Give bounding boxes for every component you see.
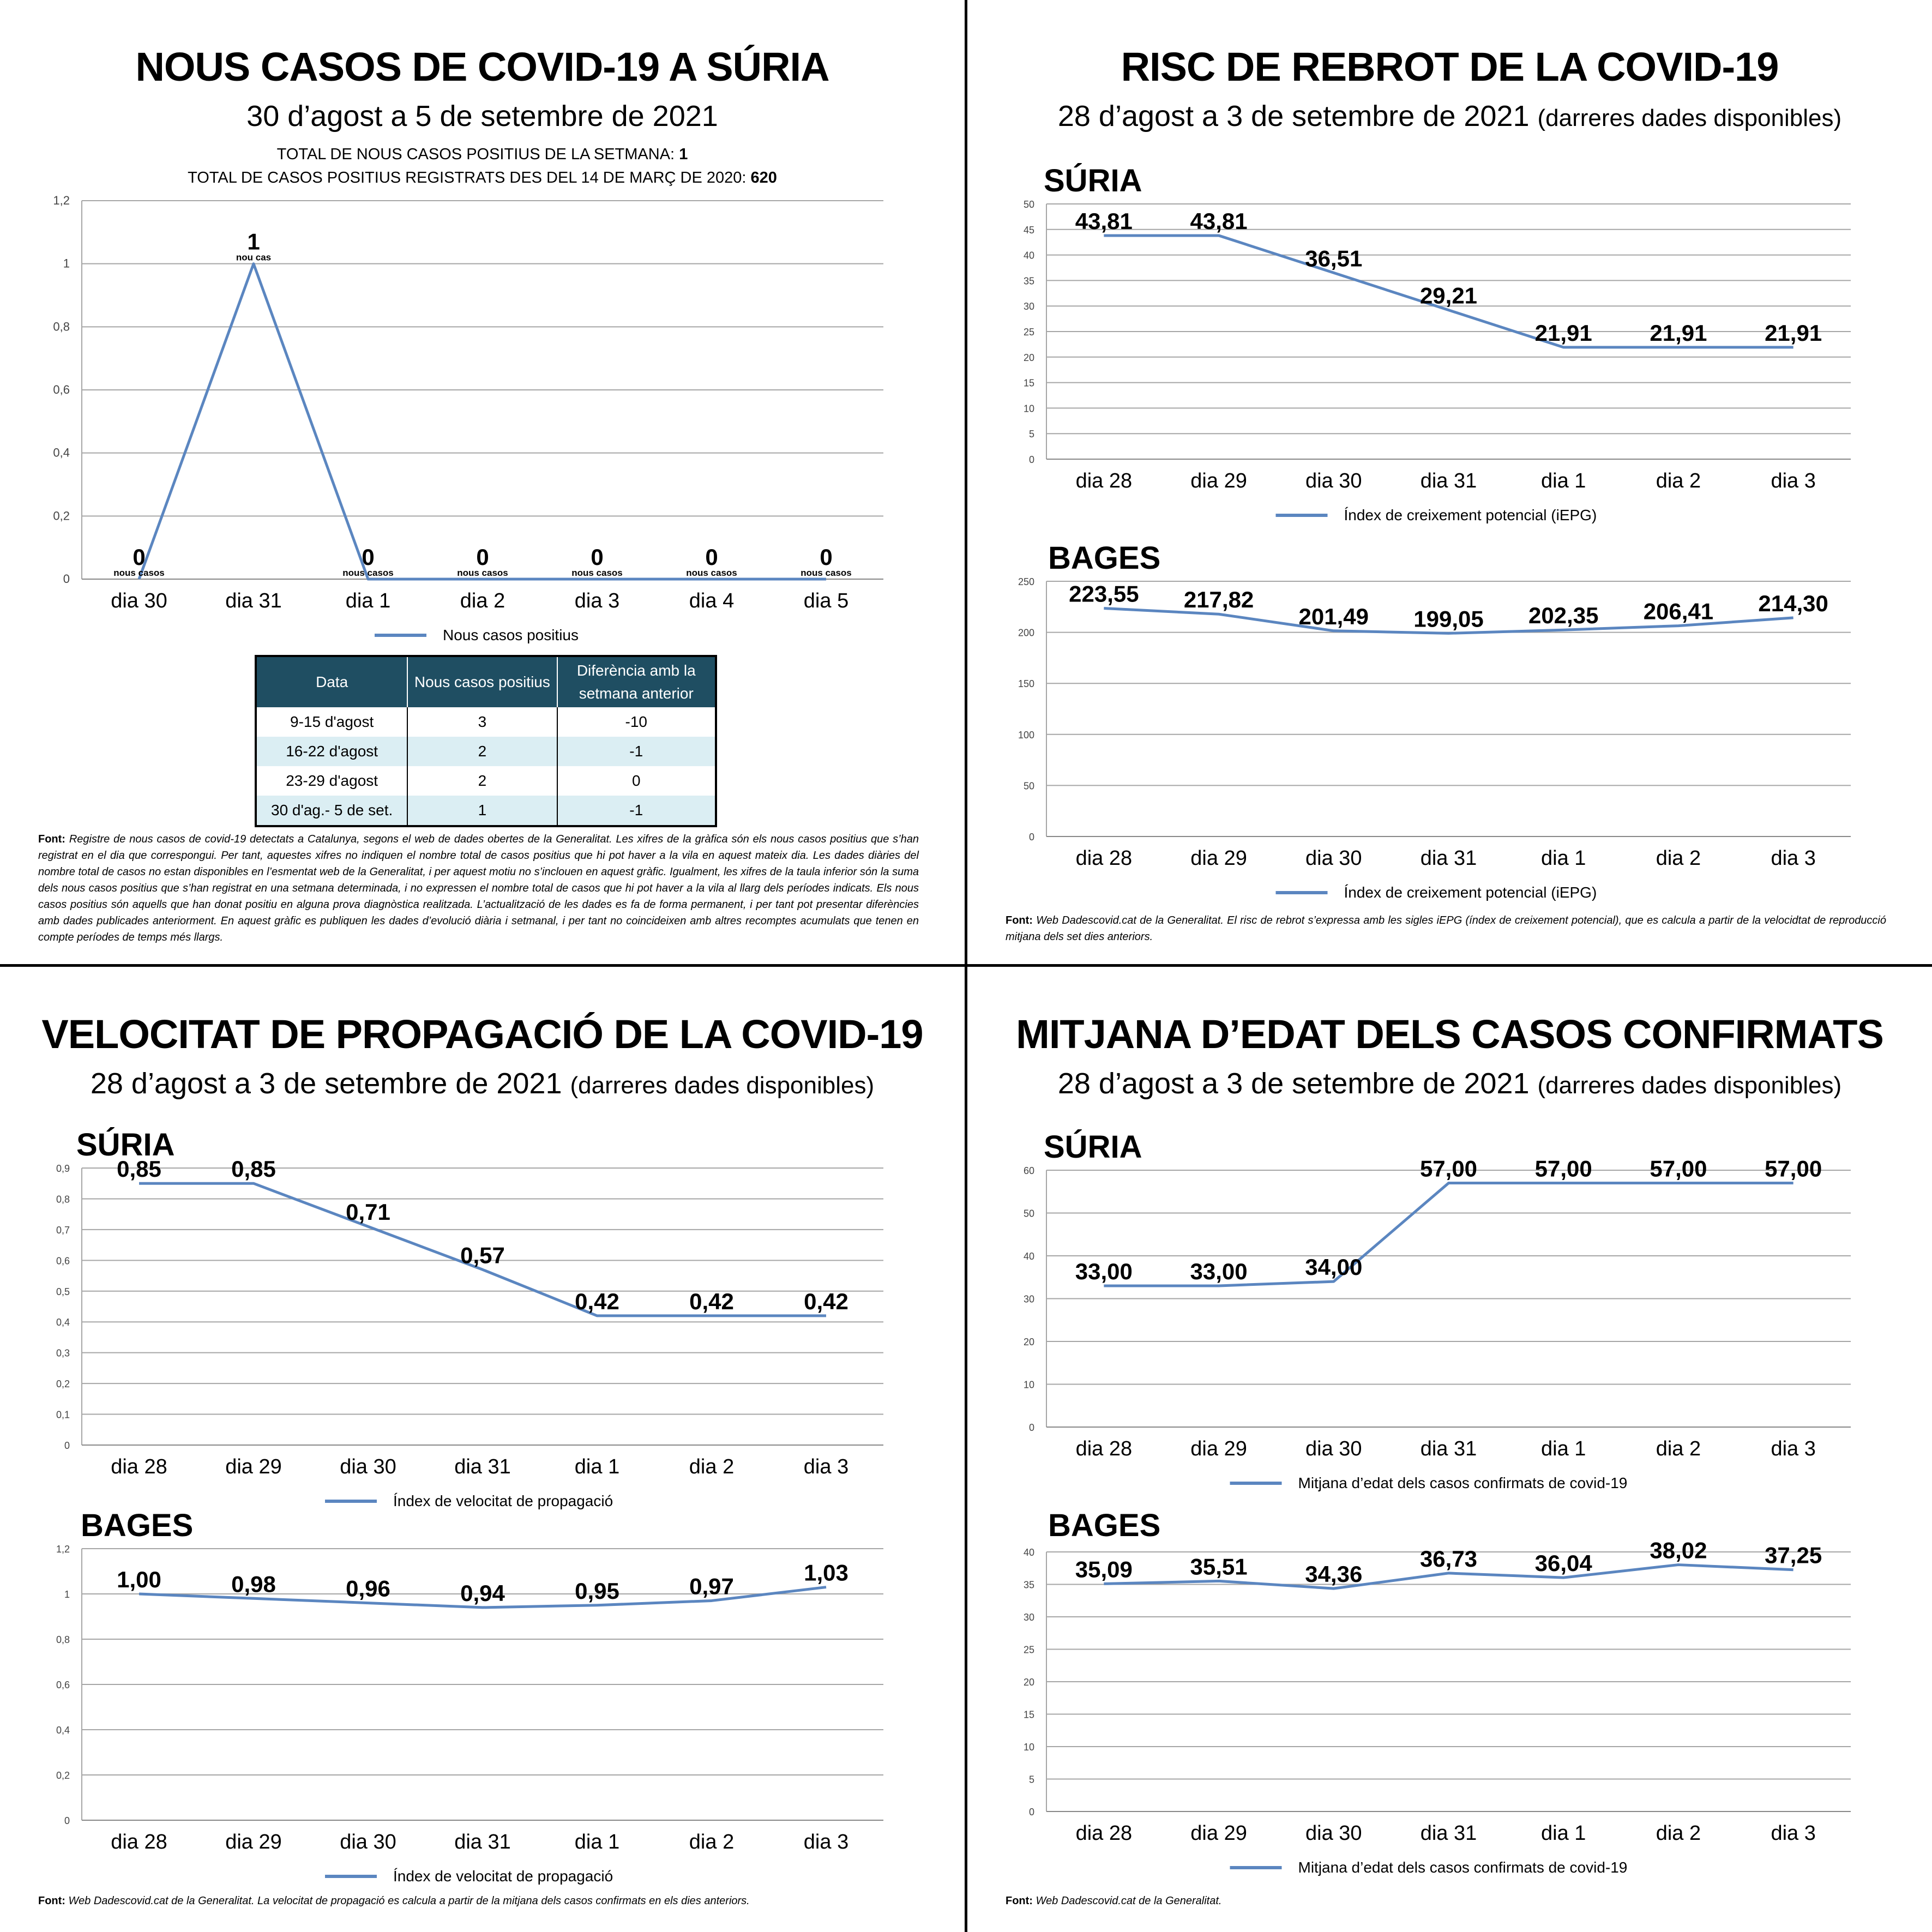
data-label: 0,42 (804, 1288, 848, 1314)
x-tick-label: dia 2 (1656, 470, 1701, 492)
data-label: 0,85 (231, 1156, 276, 1182)
y-tick-label: 0,5 (56, 1286, 70, 1297)
x-tick-label: dia 31 (1420, 847, 1477, 870)
table-row (256, 796, 716, 826)
data-label: 1 (247, 228, 260, 255)
x-tick-label: dia 1 (574, 1831, 620, 1853)
data-label: 0,94 (460, 1580, 505, 1606)
table-cell: 0 (631, 772, 641, 789)
y-tick-label: 5 (1028, 1774, 1034, 1785)
y-tick-label: 0,2 (56, 1379, 70, 1390)
cumulative-total-label: TOTAL DE CASOS POSITIUS REGISTRATS DES DEL 14 DE MARÇ DE 2020: (188, 169, 747, 186)
y-tick-label: 20 (1023, 1677, 1034, 1688)
x-tick-label: dia 3 (1771, 1822, 1816, 1845)
data-label: 34,00 (1305, 1254, 1363, 1280)
data-label: 199,05 (1413, 606, 1484, 632)
data-label: 37,25 (1765, 1542, 1822, 1568)
table-cell: -10 (625, 713, 647, 730)
table-cell: 23-29 d'agost (256, 766, 407, 796)
y-tick-label: 35 (1023, 275, 1034, 287)
source-text: Web Dadescovid.cat de la Generalitat. La velocitat de propagació es calcula a partir de la mitjana dels casos confirmats en els dies anteriors. (68, 1895, 750, 1907)
y-tick-label: 30 (1023, 1612, 1034, 1623)
subtitle-dates: 28 d’agost a 3 de setembre de 2021 (1057, 100, 1530, 133)
x-tick-label: dia 30 (1305, 847, 1362, 870)
data-label: 201,49 (1298, 603, 1369, 629)
source-note (1006, 912, 1886, 945)
data-label: 202,35 (1528, 603, 1599, 629)
x-tick-label: dia 29 (1190, 1437, 1247, 1460)
suria-propagation-chart (0, 1147, 965, 1507)
y-tick-label: 15 (1023, 377, 1034, 389)
data-label: 0,71 (346, 1199, 390, 1225)
data-label: 0 (820, 544, 833, 570)
panel-propagation-speed (0, 967, 965, 1932)
y-tick-label: 0,2 (56, 1770, 70, 1781)
table-row (256, 766, 716, 796)
data-label: 206,41 (1643, 598, 1714, 624)
week-total-label: TOTAL DE NOUS CASOS POSITIUS DE LA SETMANA: (276, 146, 675, 163)
data-label: 33,00 (1190, 1258, 1248, 1284)
y-tick-label: 20 (1023, 1337, 1034, 1347)
y-tick-label: 1 (63, 256, 70, 270)
x-tick-label: dia 1 (345, 589, 391, 612)
data-label: 0,42 (689, 1288, 734, 1314)
x-tick-label: dia 3 (574, 589, 620, 612)
panel-new-cases (0, 0, 965, 965)
x-tick-label: dia 31 (454, 1455, 511, 1478)
y-tick-label: 50 (1023, 199, 1034, 210)
data-label: 0 (133, 544, 146, 570)
x-tick-label: dia 3 (803, 1455, 849, 1478)
y-tick-label: 0,8 (53, 320, 70, 334)
legend-label: Índex de velocitat de propagació (393, 1868, 613, 1885)
weekly-cases-table (255, 655, 717, 827)
x-tick-label: dia 29 (225, 1831, 282, 1853)
y-tick-label: 60 (1023, 1165, 1034, 1176)
data-sublabel: nous casos (457, 568, 508, 578)
y-tick-label: 40 (1023, 1251, 1034, 1262)
data-label: 36,51 (1305, 245, 1363, 272)
source-label: Font: (1006, 1895, 1033, 1907)
table-cell: 3 (407, 707, 557, 737)
data-label: 29,21 (1419, 282, 1478, 309)
bages-propagation-chart (0, 1529, 965, 1883)
y-tick-label: 0 (64, 1815, 70, 1826)
y-tick-label: 0 (1028, 1422, 1034, 1433)
y-tick-label: 20 (1023, 352, 1034, 363)
panel-regrowth-risk (967, 0, 1932, 965)
table-cell: 1 (407, 796, 557, 826)
x-tick-label: dia 3 (1771, 1437, 1816, 1460)
table-cell: 16-22 d'agost (256, 737, 407, 766)
data-label: 57,00 (1419, 1155, 1478, 1182)
y-tick-label: 40 (1023, 250, 1034, 261)
data-label: 1,00 (117, 1567, 161, 1592)
y-tick-label: 200 (1018, 627, 1034, 639)
panel-title: NOUS CASOS DE COVID-19 A SÚRIA (135, 44, 829, 89)
y-tick-label: 0,3 (56, 1347, 70, 1359)
x-tick-label: dia 30 (1305, 1437, 1362, 1460)
y-tick-label: 0 (1028, 1807, 1034, 1817)
x-tick-label: dia 2 (460, 589, 505, 612)
new-cases-chart (0, 185, 965, 654)
data-label: 214,30 (1758, 590, 1828, 616)
y-tick-label: 150 (1018, 678, 1034, 690)
y-tick-label: 15 (1023, 1709, 1034, 1720)
subtitle-note: (darreres dades disponibles) (570, 1072, 875, 1099)
bages-age-chart (967, 1529, 1932, 1883)
y-tick-label: 250 (1018, 576, 1034, 587)
y-tick-label: 0,4 (56, 1725, 70, 1736)
table-cell: 30 d'ag.- 5 de set. (256, 796, 407, 826)
data-label: 0,42 (575, 1288, 619, 1314)
legend-label: Índex de velocitat de propagació (393, 1492, 613, 1509)
data-label: 0,85 (117, 1156, 161, 1182)
y-tick-label: 10 (1023, 1742, 1034, 1753)
region-label-suria: SÚRIA (1044, 163, 1142, 198)
y-tick-label: 0,8 (56, 1194, 70, 1205)
panel-subtitle (0, 1067, 965, 1100)
x-tick-label: dia 5 (803, 589, 849, 612)
panel-subtitle (967, 99, 1932, 133)
table-header-row (256, 656, 716, 707)
y-tick-label: 50 (1023, 1208, 1034, 1219)
y-tick-label: 0,6 (56, 1255, 70, 1267)
source-note (1006, 1893, 1886, 1909)
y-tick-label: 5 (1028, 429, 1034, 440)
y-tick-label: 50 (1023, 780, 1034, 792)
data-sublabel: nous casos (342, 568, 394, 578)
data-label: 36,04 (1534, 1550, 1592, 1576)
x-tick-label: dia 1 (1541, 1437, 1586, 1460)
panel-subtitle: 30 d’agost a 5 de setembre de 2021 (246, 100, 718, 133)
table-row (256, 707, 716, 737)
data-label: 0,96 (346, 1575, 390, 1602)
x-tick-label: dia 30 (111, 589, 167, 612)
source-note (38, 831, 919, 946)
data-label: 0,95 (575, 1578, 619, 1604)
subtitle-note: (darreres dades disponibles) (1537, 1072, 1842, 1099)
data-label: 36,73 (1419, 1545, 1478, 1572)
data-label: 35,09 (1075, 1556, 1133, 1582)
data-label: 0,97 (689, 1573, 734, 1599)
source-label: Font: (1006, 914, 1033, 926)
subtitle-dates: 28 d’agost a 3 de setembre de 2021 (90, 1067, 562, 1100)
y-tick-label: 0,4 (53, 446, 70, 460)
table-cell: -1 (557, 796, 717, 826)
x-tick-label: dia 2 (1656, 1437, 1701, 1460)
week-total-value: 1 (679, 146, 688, 163)
data-label: 57,00 (1765, 1155, 1822, 1182)
legend-label: Mitjana d’edat dels casos confirmats de covid-19 (1298, 1474, 1628, 1491)
data-label: 35,51 (1190, 1554, 1248, 1580)
suria-age-chart (967, 1150, 1932, 1507)
x-tick-label: dia 29 (1190, 1822, 1247, 1845)
data-label: 43,81 (1075, 208, 1133, 234)
panel-title: MITJANA D’EDAT DELS CASOS CONFIRMATS (1016, 1012, 1883, 1057)
y-tick-label: 0,2 (53, 509, 70, 523)
region-label-bages: BAGES (1048, 1508, 1161, 1543)
x-tick-label: dia 2 (1656, 847, 1701, 870)
source-note (38, 1893, 919, 1909)
week-total-line (0, 146, 965, 164)
y-tick-label: 1,2 (53, 194, 70, 207)
y-tick-label: 35 (1023, 1579, 1034, 1591)
y-tick-label: 0,4 (56, 1317, 70, 1328)
x-tick-label: dia 28 (111, 1831, 167, 1853)
region-label-bages: BAGES (81, 1508, 194, 1543)
data-sublabel: nous casos (801, 568, 852, 578)
x-tick-label: dia 3 (1771, 470, 1816, 492)
data-label: 34,36 (1305, 1561, 1363, 1587)
legend-label: Nous casos positius (443, 627, 579, 643)
data-label: 0,57 (460, 1242, 505, 1268)
data-label: 0 (705, 544, 718, 570)
data-label: 0 (591, 544, 604, 570)
y-tick-label: 0 (1028, 454, 1034, 465)
y-tick-label: 40 (1023, 1547, 1034, 1558)
x-tick-label: dia 30 (1305, 1822, 1362, 1845)
data-label: 33,00 (1075, 1258, 1133, 1284)
region-label-suria: SÚRIA (1044, 1129, 1142, 1165)
data-label: 38,02 (1650, 1537, 1707, 1563)
y-tick-label: 0 (1028, 832, 1034, 842)
y-tick-label: 0,6 (53, 383, 70, 396)
y-tick-label: 0,8 (56, 1634, 70, 1645)
source-text: Registre de nous casos de covid-19 detectats a Catalunya, segons el web de dades obertes de la Generalitat. Les xifres de la gràfica són els nous casos positius que s’han registrat en el dia que correspongui. Per tant, aquestes xifres no indiquen el nombre total de casos positius que hi pot haver a la vila en aquest mateix dia. Les dades diàries del nombre total de casos no estan disponibles en l’esmentat web de la Generalitat, i per aquest motiu no s’inclouen en aquest gràfic. Igualment, les xifres de la taula inferior són la suma dels nous casos positius que s’han registrat en una setmana determinada, i no expressen el nombre total de casos que hi pot haver a la vila al llarg dels períodes indicats. Els nous casos positius són aquells que han donat positiu en alguna prova diagnòstica realitzada. L’actualització de les dades es fa de forma permanent, i per tant pot presentar diferències amb dades publicades anteriorment. En aquest gràfic es publiquen les dades d’evolució diària i setmanal, i per tant no coincideixen amb altres recomptes acumulats que tenen en compte períodes de temps més llargs. (38, 833, 919, 943)
x-tick-label: dia 28 (1075, 1437, 1133, 1460)
y-tick-label: 0,1 (56, 1409, 70, 1421)
cumulative-total-value: 620 (750, 169, 777, 186)
y-tick-label: 25 (1023, 1644, 1034, 1656)
data-label: 217,82 (1183, 587, 1254, 613)
data-label: 1,03 (804, 1560, 848, 1586)
y-tick-label: 30 (1023, 301, 1034, 312)
x-tick-label: dia 28 (1075, 470, 1133, 492)
data-label: 57,00 (1534, 1155, 1592, 1182)
x-tick-label: dia 1 (1541, 470, 1586, 492)
subtitle-dates: 28 d’agost a 3 de setembre de 2021 (1057, 1067, 1530, 1100)
y-tick-label: 1 (64, 1589, 70, 1600)
data-label: 0,98 (231, 1571, 276, 1597)
data-label: 0 (362, 544, 375, 570)
data-sublabel: nous casos (571, 568, 623, 578)
data-label: 21,91 (1534, 320, 1592, 346)
panel-subtitle (967, 1067, 1932, 1100)
y-tick-label: 10 (1023, 403, 1034, 414)
region-label-suria: SÚRIA (76, 1127, 175, 1163)
x-tick-label: dia 29 (225, 1455, 282, 1478)
data-label: 0 (476, 544, 489, 570)
x-tick-label: dia 4 (689, 589, 735, 612)
cumulative-total-line (0, 169, 965, 187)
y-tick-label: 0,9 (56, 1163, 70, 1174)
y-tick-label: 0 (64, 1440, 70, 1451)
legend-label: Índex de creixement potencial (iEPG) (1344, 884, 1597, 901)
data-label: 21,91 (1650, 320, 1707, 346)
y-tick-label: 45 (1023, 224, 1034, 236)
panel-average-age (967, 967, 1932, 1932)
source-label: Font: (38, 833, 65, 845)
x-tick-label: dia 2 (689, 1455, 735, 1478)
x-tick-label: dia 2 (1656, 1822, 1701, 1845)
table-row (256, 737, 716, 766)
y-tick-label: 25 (1023, 327, 1034, 338)
x-tick-label: dia 1 (1541, 1822, 1586, 1845)
data-sublabel: nous casos (686, 568, 737, 578)
table-cell: 2 (407, 737, 557, 766)
y-tick-label: 0,6 (56, 1680, 70, 1690)
source-label: Font: (38, 1895, 65, 1907)
y-tick-label: 10 (1023, 1379, 1034, 1391)
table-header-cell: Nous casos positius (407, 656, 557, 707)
y-tick-label: 0 (63, 572, 70, 586)
panel-title: RISC DE REBROT DE LA COVID-19 (1121, 44, 1779, 89)
x-tick-label: dia 1 (1541, 847, 1586, 870)
x-tick-label: dia 29 (1190, 470, 1247, 492)
data-sublabel: nou cas (236, 252, 272, 263)
x-tick-label: dia 31 (225, 589, 282, 612)
table-cell: -1 (557, 737, 717, 766)
y-tick-label: 1,2 (56, 1544, 70, 1555)
x-tick-label: dia 30 (340, 1831, 396, 1853)
x-tick-label: dia 28 (111, 1455, 167, 1478)
x-tick-label: dia 3 (1771, 847, 1816, 870)
table-cell: 2 (407, 766, 557, 796)
data-label: 223,55 (1069, 581, 1139, 607)
y-tick-label: 100 (1018, 729, 1034, 741)
source-text: Web Dadescovid.cat de la Generalitat. (1036, 1895, 1222, 1907)
x-tick-label: dia 29 (1190, 847, 1247, 870)
series-line (139, 264, 826, 579)
x-tick-label: dia 30 (340, 1455, 396, 1478)
y-tick-label: 0,7 (56, 1224, 70, 1236)
x-tick-label: dia 31 (1420, 470, 1477, 492)
x-tick-label: dia 28 (1075, 1822, 1133, 1845)
x-tick-label: dia 3 (803, 1831, 849, 1853)
data-label: 21,91 (1765, 320, 1822, 346)
x-tick-label: dia 31 (454, 1831, 511, 1853)
region-label-bages: BAGES (1048, 540, 1161, 576)
x-tick-label: dia 31 (1420, 1822, 1477, 1845)
x-tick-label: dia 28 (1075, 847, 1133, 870)
panel-title: VELOCITAT DE PROPAGACIÓ DE LA COVID-19 (41, 1012, 923, 1057)
x-tick-label: dia 30 (1305, 470, 1362, 492)
table-cell: 9-15 d'agost (256, 707, 407, 737)
subtitle-note: (darreres dades disponibles) (1537, 105, 1842, 131)
source-text: Web Dadescovid.cat de la Generalitat. El risc de rebrot s’expressa amb les sigles iEPG (índex de creixement potencial), que es calcula a partir de la velocidtat de reproducció mitjana dels set dies anteriors. (1006, 914, 1887, 943)
bages-iepg-chart (967, 562, 1932, 916)
x-tick-label: dia 1 (574, 1455, 620, 1478)
legend-label: Mitjana d’edat dels casos confirmats de covid-19 (1298, 1859, 1628, 1876)
legend-label: Índex de creixement potencial (iEPG) (1344, 507, 1597, 523)
x-tick-label: dia 31 (1420, 1437, 1477, 1460)
data-label: 43,81 (1190, 208, 1248, 234)
data-label: 57,00 (1650, 1155, 1707, 1182)
table-header-cell: Data (256, 656, 407, 707)
x-tick-label: dia 2 (689, 1831, 735, 1853)
table-header-cell: Diferència amb la setmana anterior (557, 656, 717, 707)
data-sublabel: nous casos (113, 568, 165, 578)
y-tick-label: 30 (1023, 1293, 1034, 1305)
suria-iepg-chart (967, 185, 1932, 534)
